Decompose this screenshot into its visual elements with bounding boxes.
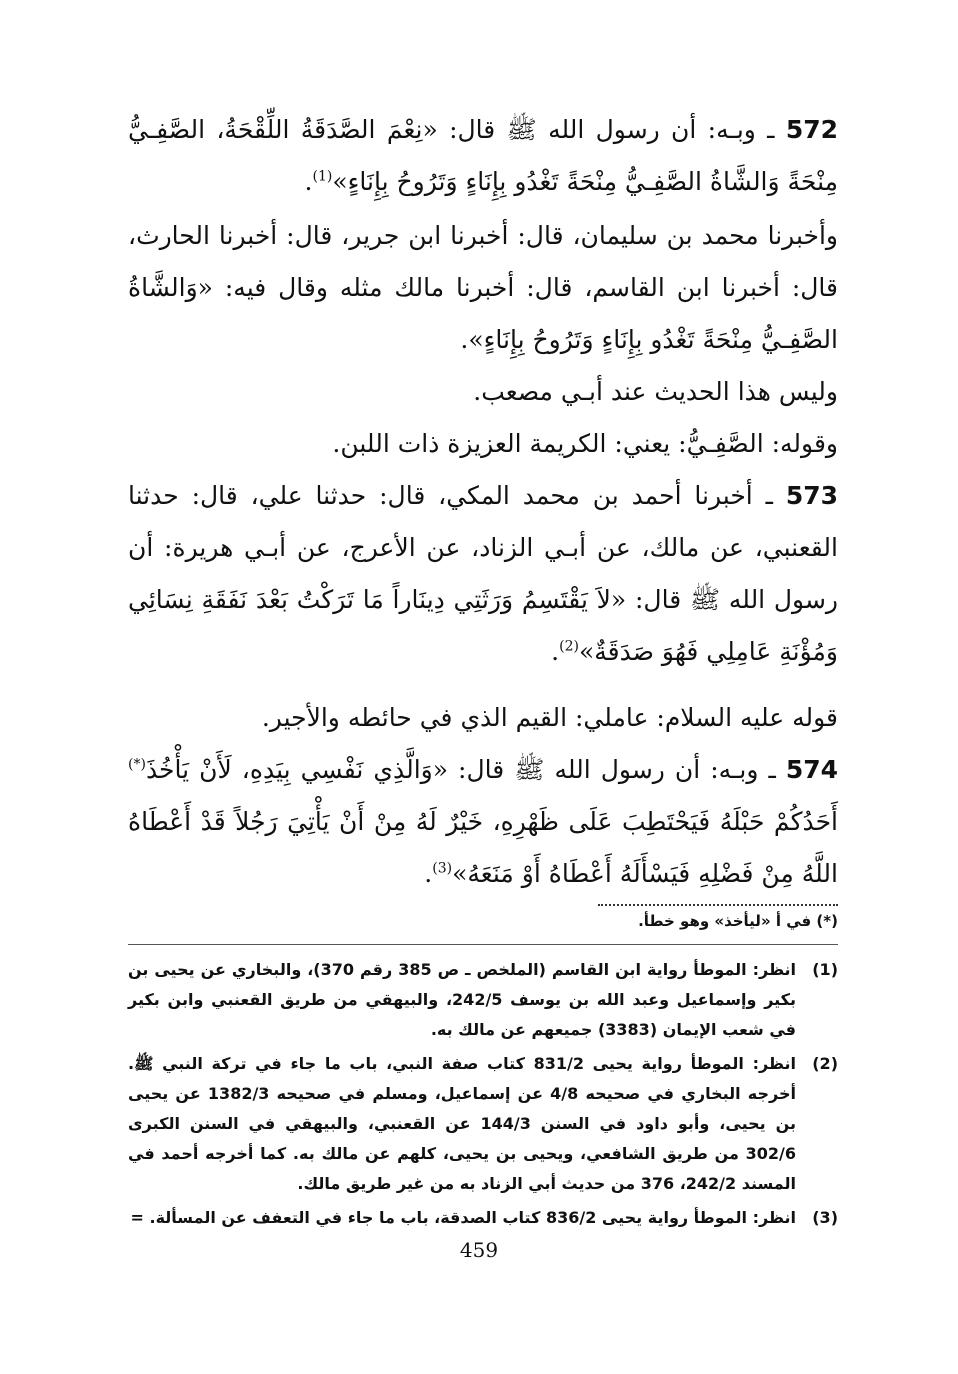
hadith-572 [128, 104, 838, 208]
paragraph-isnad: وأخبرنا محمد بن سليمان، قال: أخبرنا ابن جرير، قال: أخبرنا الحارث، قال: أخبرنا ابن القاسم، قال: أخبرنا مالك مثله وقال فيه: «وَالشَّاةُ الصَّفِـيُّ مِنْحَةً تَغْدُو بِإِنَاءٍ وَتَرُوحُ بِإِنَاءٍ». [128, 221, 838, 354]
footnote-divider [128, 944, 838, 945]
hadith-number: 573 [785, 481, 838, 510]
footnote-ref: (1) [312, 168, 333, 185]
footnote-ref: (3) [432, 860, 453, 877]
footnote-item [128, 1049, 838, 1199]
hadith-574 [128, 744, 838, 900]
sentence-end: . [304, 167, 313, 196]
hadith-number: 574 [785, 755, 838, 784]
page-number: 459 [459, 1238, 499, 1262]
paragraph-explanation: وقوله: الصَّفِـيُّ: يعني: الكريمة العزيزة ذات اللبن. [332, 429, 838, 458]
star-footnote: (*) في أ «ليأخذ» وهو خطأ. [638, 912, 838, 930]
book-page [128, 104, 838, 1237]
hadith-number: 572 [785, 115, 838, 144]
footnote-text: انظر: الموطأ رواية يحيى 831/2 كتاب صفة النبي، باب ما جاء في تركة النبي ﷺ. أخرجه البخاري في صحيحه 4/8 عن إسماعيل، ومسلم في صحيحه 1382/3 عن يحيى بن يحيى، وأبو داود في السنن 144/3 عن القعنبي، والبيهقي في السنن الكبرى 302/6 من طريق الشافعي، ويحيى بن يحيى، كلهم عن مالك به. كما أخرجه أحمد في المسند 242/2، 376 من حديث أبي الزناد به من غير طريق مالك. [128, 1054, 797, 1193]
footnote-ref: (2) [559, 638, 579, 655]
footnote-text: انظر: الموطأ رواية يحيى 836/2 كتاب الصدقة، باب ما جاء في التعفف عن المسألة. = [130, 1208, 796, 1227]
main-text [128, 104, 838, 900]
footnote-number: (1) [812, 960, 838, 979]
footnote-text: انظر: الموطأ رواية ابن القاسم (الملخص ـ ص 385 رقم 370)، والبخاري عن يحيى بن بكير وإسماعيل وعبد الله بن يوسف 242/5، والبيهقي من طريق القعنبي وابن بكير في شعب الإيمان (3383) جميعهم عن مالك به. [128, 960, 797, 1039]
footnote-number: (2) [812, 1054, 838, 1073]
footnote-item [128, 1203, 838, 1233]
footnotes [128, 955, 838, 1233]
hadith-text: ـ وبـه: أن رسول الله ﷺ قال: «وَالَّذِي نَفْسِي بِيَدِهِ، لَأَنْ يَأْخُذَ [145, 755, 786, 784]
paragraph-explanation: قوله عليه السلام: عاملي: القيم الذي في حائطه والأجير. [261, 703, 838, 732]
hadith-text: ـ وبـه: أن رسول الله ﷺ قال: «نِعْمَ الصَّدَقَةُ اللِّقْحَةُ، الصَّفِـيُّ مِنْحَةً وَالشَّاةُ الصَّفِـيُّ مِنْحَةً تَغْدُو بِإِنَاءٍ وَتَرُوحُ بِإِنَاءٍ» [128, 115, 838, 196]
hadith-text-continued: أَحَدُكُمْ حَبْلَهُ فَيَحْتَطِبَ عَلَى ظَهْرِهِ، خَيْرٌ لَهُ مِنْ أَنْ يَأْتِيَ رَجُلاً قَدْ أَعْطَاهُ اللَّهُ مِنْ فَضْلِهِ فَيَسْأَلَهُ أَعْطَاهُ أَوْ مَنَعَهُ» [128, 807, 838, 888]
hadith-573 [128, 470, 838, 678]
footnote-number: (3) [812, 1208, 838, 1227]
footnote-item [128, 955, 838, 1045]
sentence-end: . [424, 859, 433, 888]
sentence-end: . [551, 637, 560, 666]
hadith-text: ـ أخبرنا أحمد بن محمد المكي، قال: حدثنا علي، قال: حدثنا القعنبي، عن مالك، عن أبـي الزناد، عن الأعرج، عن أبـي هريرة: أن رسول الله ﷺ قال: «لاَ يَقْتَسِمُ وَرَثَتِي دِينَاراً مَا تَرَكْتُ بَعْدَ نَفَقَةِ نِسَائِي وَمُؤْنَةِ عَامِلِي فَهُوَ صَدَقَةٌ» [128, 481, 838, 666]
paragraph-note: وليس هذا الحديث عند أبـي مصعب. [473, 377, 838, 406]
dotted-divider [598, 904, 838, 906]
footnote-ref-star: (*) [128, 756, 146, 773]
